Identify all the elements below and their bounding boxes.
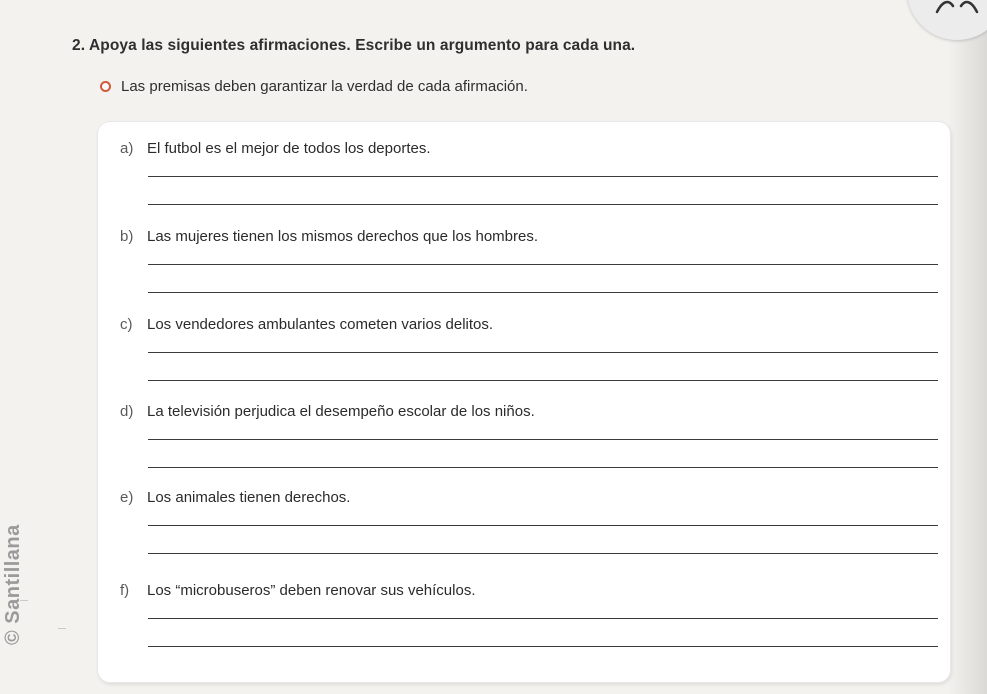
margin-mark <box>58 628 66 629</box>
exercise-item-a <box>98 140 950 230</box>
corner-overlay-button[interactable] <box>907 0 987 40</box>
answer-line[interactable] <box>148 352 938 353</box>
item-letter: b) <box>120 228 134 245</box>
answer-line[interactable] <box>148 646 938 647</box>
question-title <box>72 37 635 55</box>
instruction-text: Las premisas deben garantizar la verdad de cada afirmación. <box>121 78 528 95</box>
answer-line[interactable] <box>148 176 938 177</box>
publisher-watermark: © Santillana <box>2 524 24 645</box>
exercise-item-b <box>98 228 950 318</box>
answer-line[interactable] <box>148 204 938 205</box>
item-letter: c) <box>120 316 133 333</box>
page-edge-shadow <box>947 0 987 694</box>
answer-line[interactable] <box>148 380 938 381</box>
item-statement: Los vendedores ambulantes cometen varios delitos. <box>147 316 494 333</box>
exercise-item-d <box>98 403 950 493</box>
answer-line[interactable] <box>148 525 938 526</box>
item-letter: a) <box>120 140 134 157</box>
exercise-item-c <box>98 316 950 406</box>
item-statement: El futbol es el mejor de todos los deportes. <box>147 140 431 157</box>
item-letter: e) <box>120 489 134 506</box>
item-statement: Las mujeres tienen los mismos derechos que los hombres. <box>147 228 539 245</box>
answer-line[interactable] <box>148 618 938 619</box>
answer-line[interactable] <box>148 292 938 293</box>
instruction-row <box>100 78 528 95</box>
item-statement: Los “microbuseros” deben renovar sus vehículos. <box>147 582 476 599</box>
answer-line[interactable] <box>148 264 938 265</box>
item-statement: La televisión perjudica el desempeño escolar de los niños. <box>147 403 535 420</box>
question-number: 2. <box>72 37 86 54</box>
answer-line[interactable] <box>148 553 938 554</box>
answer-line[interactable] <box>148 467 938 468</box>
item-statement: Los animales tienen derechos. <box>147 489 351 506</box>
circle-bullet-icon <box>100 81 111 92</box>
exercise-card <box>98 122 950 682</box>
answer-line[interactable] <box>148 439 938 440</box>
exercise-item-e <box>98 489 950 579</box>
question-text: Apoya las siguientes afirmaciones. Escribe un argumento para cada una. <box>88 37 636 54</box>
item-letter: f) <box>120 582 130 599</box>
item-letter: d) <box>120 403 134 420</box>
exercise-item-f <box>98 582 950 672</box>
expand-icon <box>935 0 979 14</box>
